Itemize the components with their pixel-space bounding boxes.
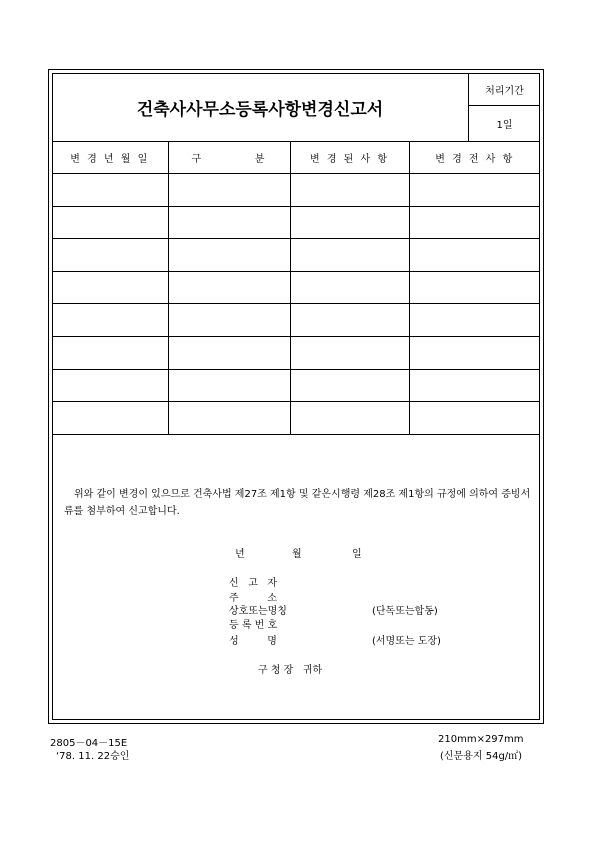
table-cell[interactable] xyxy=(290,402,409,435)
table-cell[interactable] xyxy=(168,239,290,272)
addressee: 구 청 장 귀하 xyxy=(258,665,323,676)
table-cell[interactable] xyxy=(290,206,409,239)
table-row xyxy=(52,239,540,272)
header-category: 구 분 xyxy=(168,142,290,174)
table-cell[interactable] xyxy=(168,336,290,369)
table-cell[interactable] xyxy=(409,304,540,337)
form-title: 건축사사무소등록사항변경신고서 xyxy=(136,99,384,120)
table-cell[interactable] xyxy=(168,206,290,239)
table-cell[interactable] xyxy=(409,336,540,369)
table-cell[interactable] xyxy=(290,336,409,369)
paper-type: (신문용지 54g/㎡) xyxy=(440,751,523,762)
table-cell[interactable] xyxy=(168,271,290,304)
table-row xyxy=(52,402,540,435)
table-cell[interactable] xyxy=(290,239,409,272)
company-note: (단독또는합동) xyxy=(372,606,438,617)
header-changed-item: 변 경 된 사 항 xyxy=(290,142,409,174)
table-cell[interactable] xyxy=(168,304,290,337)
form-number: 2805－04－15E xyxy=(50,738,128,749)
declaration-paragraph: 위와 같이 변경이 있으므로 건축사법 제27조 제1항 및 같은시행령 제28조 제1항의 규정에 의하여 증빙서류를 첨부하여 신고합니다. xyxy=(64,489,531,517)
table-cell[interactable] xyxy=(52,206,168,239)
table-row xyxy=(52,206,540,239)
approval-date: ‘78. 11. 22승인 xyxy=(56,751,130,762)
table-cell[interactable] xyxy=(168,369,290,402)
table-cell[interactable] xyxy=(409,239,540,272)
paper-size: 210mm×297mm xyxy=(438,734,524,745)
date-month: 월 xyxy=(292,549,302,560)
table-row xyxy=(52,304,540,337)
table-row xyxy=(52,174,540,207)
table-cell[interactable] xyxy=(52,271,168,304)
table-row xyxy=(52,271,540,304)
processing-period-box xyxy=(468,73,540,141)
table-header-row xyxy=(52,142,540,174)
table-cell[interactable] xyxy=(52,369,168,402)
signature-note: (서명또는 도장) xyxy=(372,636,441,647)
table-cell[interactable] xyxy=(168,402,290,435)
processing-period-value: 1일 xyxy=(496,120,513,131)
address-label: 주 소 xyxy=(229,593,277,604)
table-cell[interactable] xyxy=(409,206,540,239)
table-cell[interactable] xyxy=(290,174,409,207)
reporter-label: 신 고 자 xyxy=(229,578,278,589)
table-cell[interactable] xyxy=(409,402,540,435)
table-cell[interactable] xyxy=(52,239,168,272)
table-cell[interactable] xyxy=(168,174,290,207)
name-label: 성 명 xyxy=(229,636,277,647)
date-day: 일 xyxy=(352,549,362,560)
table-cell[interactable] xyxy=(409,174,540,207)
table-cell[interactable] xyxy=(52,336,168,369)
header-change-date: 변 경 년 월 일 xyxy=(52,142,168,174)
change-table xyxy=(52,141,540,435)
table-cell[interactable] xyxy=(290,369,409,402)
company-label: 상호또는명칭 xyxy=(229,606,287,617)
table-cell[interactable] xyxy=(52,402,168,435)
header-previous-item: 변 경 전 사 항 xyxy=(409,142,540,174)
table-cell[interactable] xyxy=(290,304,409,337)
table-cell[interactable] xyxy=(290,271,409,304)
processing-period-label: 처리기간 xyxy=(469,73,540,106)
table-row xyxy=(52,369,540,402)
table-cell[interactable] xyxy=(409,369,540,402)
table-cell[interactable] xyxy=(409,271,540,304)
table-cell[interactable] xyxy=(52,304,168,337)
table-row xyxy=(52,336,540,369)
table-cell[interactable] xyxy=(52,174,168,207)
registration-number-label: 등 록 번 호 xyxy=(229,620,278,631)
date-year: 년 xyxy=(235,549,245,560)
